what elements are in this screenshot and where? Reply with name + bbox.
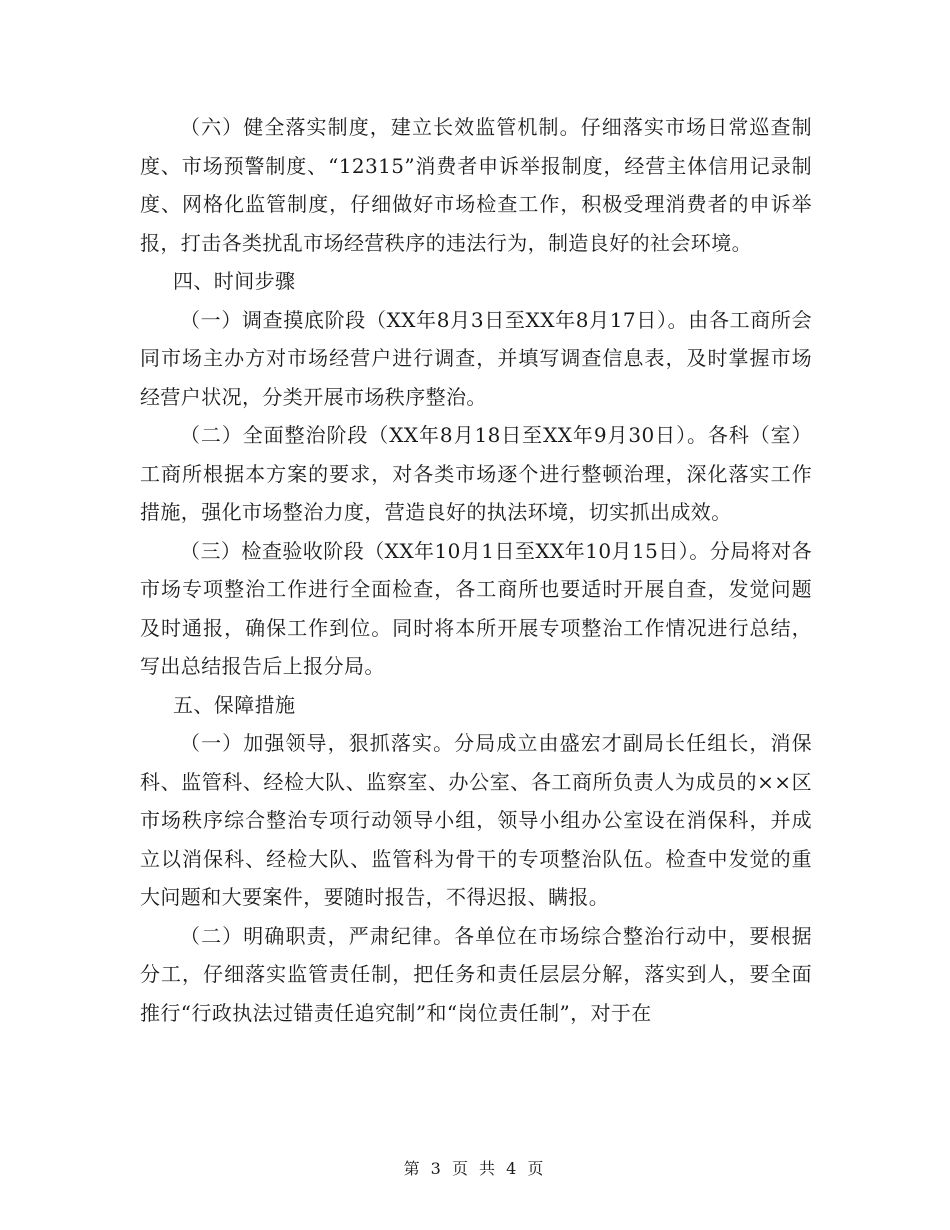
paragraph-step-one: （一）调查摸底阶段（XX年8月3日至XX年8月17日）。由各工商所会同市场主办方对市场经营户进行调查，并填写调查信息表，及时掌握市场经营户状况，分类开展市场秩序整治。: [140, 307, 812, 409]
document-body: [140, 108, 812, 1032]
section-heading-time-steps: 四、时间步骤: [173, 269, 296, 293]
paragraph-six: （六）健全落实制度，建立长效监管机制。仔细落实市场日常巡查制度、市场预警制度、“12315”消费者申诉举报制度，经营主体信用记录制度、网格化监管制度，仔细做好市场检查工作，积极受理消费者的申诉举报，打击各类扰乱市场经营秩序的违法行为，制造良好的社会环境。: [140, 115, 812, 255]
page-footer: 第 3 页 共 4 页: [403, 1159, 547, 1178]
section-heading-safeguards: 五、保障措施: [173, 692, 296, 717]
paragraph-step-two: （二）全面整治阶段（XX年8月18日至XX年9月30日）。各科（室）工商所根据本方案的要求，对各类市场逐个进行整顿治理，深化落实工作措施，强化市场整治力度，营造良好的执法环境，切实抓出成效。: [140, 423, 812, 524]
paragraph-safeguard-two: （二）明确职责，严肃纪律。各单位在市场综合整治行动中，要根据分工，仔细落实监管责任制，把任务和责任层层分解，落实到人，要全面推行“行政执法过错责任追究制”和“岗位责任制”，对于在: [140, 923, 812, 1025]
paragraph-step-three: （三）检查验收阶段（XX年10月1日至XX年10月15日）。分局将对各市场专项整治工作进行全面检查，各工商所也要适时开展自查，发觉问题及时通报，确保工作到位。同时将本所开展专项整治工作情况进行总结，写出总结报告后上报分局。: [140, 538, 812, 678]
paragraph-safeguard-one: （一）加强领导，狠抓落实。分局成立由盛宏才副局长任组长，消保科、监管科、经检大队、监察室、办公室、各工商所负责人为成员的××区市场秩序综合整治专项行动领导小组，领导小组办公室设在消保科，并成立以消保科、经检大队、监管科为骨干的专项整治队伍。检查中发觉的重大问题和大要案件，要随时报告，不得迟报、瞒报。: [140, 731, 812, 909]
